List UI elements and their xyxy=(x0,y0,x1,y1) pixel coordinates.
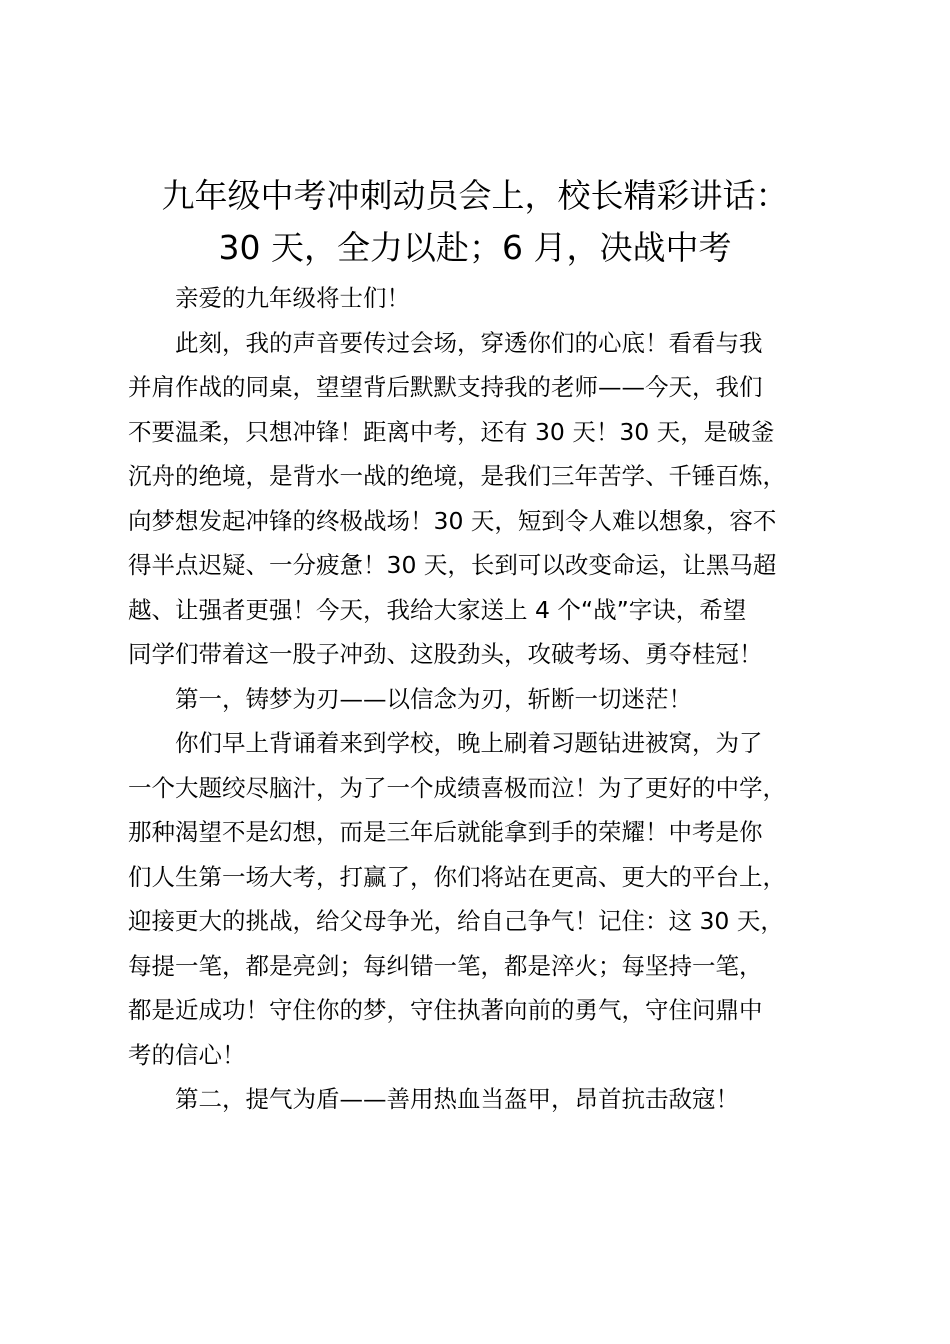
body-line: 一个大题绞尽脑汁，为了一个成绩喜极而泣！为了更好的中学， xyxy=(128,773,786,802)
body-line: 都是近成功！守住你的梦，守住执著向前的勇气，守住问鼎中 xyxy=(128,996,763,1024)
body-line: 越、让强者更强！今天，我给大家送上 4 个“战”字诀，希望 xyxy=(128,595,747,624)
body-line: 沉舟的绝境，是背水一战的绝境，是我们三年苦学、千锤百炼， xyxy=(128,462,786,490)
body-line-greeting: 亲爱的九年级将士们！ xyxy=(128,284,410,312)
body-line: 向梦想发起冲锋的终极战场！30 天，短到令人难以想象，容不 xyxy=(128,506,777,535)
body-line: 迎接更大的挑战，给父母争光，给自己争气！记住：这 30 天， xyxy=(128,907,784,935)
body-line: 不要温柔，只想冲锋！距离中考，还有 30 天！30 天，是破釜 xyxy=(128,417,775,446)
body-line: 考的信心！ xyxy=(128,1040,246,1069)
document-title-line-1: 九年级中考冲刺动员会上，校长精彩讲话： xyxy=(161,176,789,215)
body-line: 此刻，我的声音要传过会场，穿透你们的心底！看看与我 xyxy=(128,328,763,357)
body-line: 你们早上背诵着来到学校，晚上刷着习题钻进被窝，为了 xyxy=(128,729,763,757)
body-line: 们人生第一场大考，打赢了，你们将站在更高、更大的平台上， xyxy=(128,862,786,891)
body-line: 同学们带着这一股子冲劲、这股劲头，攻破考场、勇夺桂冠！ xyxy=(128,640,763,668)
body-line: 并肩作战的同桌，望望背后默默支持我的老师——今天，我们 xyxy=(128,373,763,401)
section-heading-second: 第二，提气为盾——善用热血当盔甲，昂首抗击敌寇！ xyxy=(128,1085,739,1113)
document-title-line-2: 30 天，全力以赴；6 月，决战中考 xyxy=(218,228,732,267)
body-line: 每提一笔，都是亮剑；每纠错一笔，都是淬火；每坚持一笔， xyxy=(128,951,763,980)
document-body xyxy=(128,276,858,1122)
body-line: 那种渴望不是幻想，而是三年后就能拿到手的荣耀！中考是你 xyxy=(128,818,763,846)
section-heading-first: 第一，铸梦为刃——以信念为刃，斩断一切迷茫！ xyxy=(128,684,692,713)
body-line: 得半点迟疑、一分疲惫！30 天，长到可以改变命运，让黑马超 xyxy=(128,551,777,579)
